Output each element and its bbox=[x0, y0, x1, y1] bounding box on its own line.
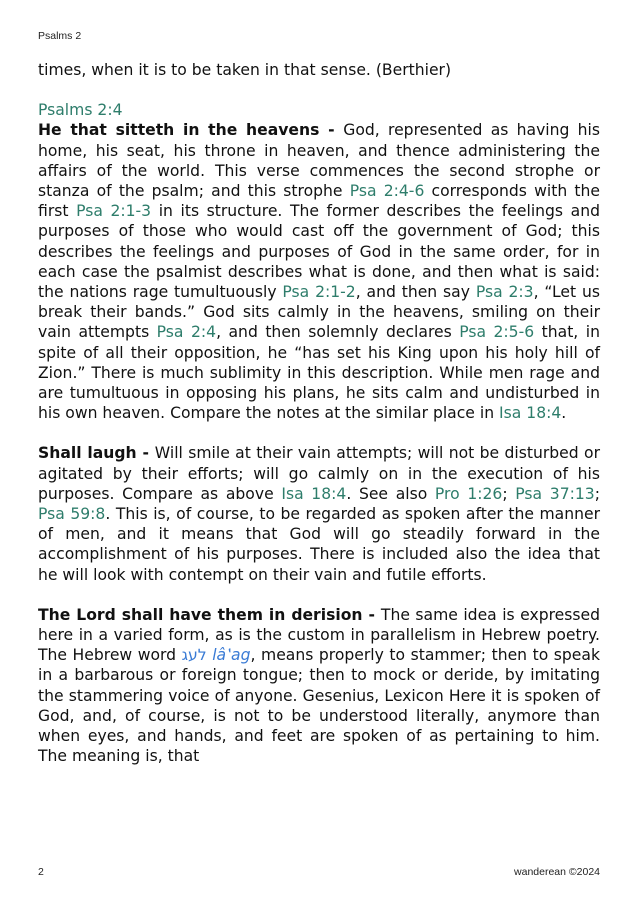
commentary-paragraph bbox=[38, 443, 600, 584]
paragraph-text: ; bbox=[502, 484, 516, 503]
copyright-notice: wanderean ©2024 bbox=[514, 866, 600, 878]
scripture-link[interactable]: Isa 18:4 bbox=[281, 484, 347, 503]
scripture-link[interactable]: Psa 2:5-6 bbox=[459, 323, 535, 342]
paragraph-text: corresponds with the first bbox=[38, 182, 600, 221]
scripture-link[interactable]: Psa 2:3 bbox=[475, 283, 534, 302]
scripture-link[interactable]: Psa 2:4-6 bbox=[349, 182, 425, 201]
lemma-heading: Shall laugh - bbox=[38, 444, 155, 463]
paragraph-text: , and then solemnly declares bbox=[216, 323, 460, 342]
verse-reference: Psalms 2:4 bbox=[38, 101, 123, 120]
continuation-paragraph bbox=[38, 60, 600, 80]
scripture-link[interactable]: Psa 59:8 bbox=[38, 505, 106, 524]
paragraph-text: , means properly to stammer; then to speak in a barbarous or foreign tongue; then to mock or deride, by imitating the stammering voice of anyone. Gesenius, Lexicon Here it is spoken of God, and, of course, is not to be understood literally, anymore than when eyes, and hands, and feet are spoken of as pertaining to him. The meaning is, that bbox=[38, 646, 600, 766]
transliteration: lâ‛ag bbox=[212, 646, 251, 665]
page-body bbox=[38, 60, 600, 767]
scripture-link[interactable]: Psa 37:13 bbox=[515, 484, 595, 503]
paragraph-text: Will smile at their vain attempts; will not be disturbed or agitated by their efforts; will go calmly on in the execution of his purposes. Compare as above bbox=[38, 444, 600, 503]
lemma-heading: He that sitteth in the heavens - bbox=[38, 121, 344, 140]
running-head: Psalms 2 bbox=[38, 30, 82, 42]
lemma-heading: The Lord shall have them in derision - bbox=[38, 605, 381, 624]
paragraph-text: , “Let us break their bands.” God sits calmly in the heavens, smiling on their vain attempts bbox=[38, 283, 600, 342]
scripture-link[interactable]: Pro 1:26 bbox=[434, 484, 503, 503]
paragraph-text: , and then say bbox=[355, 283, 476, 302]
paragraph-text: . See also bbox=[346, 484, 435, 503]
hebrew-word[interactable]: לעג bbox=[181, 646, 207, 665]
commentary-paragraph bbox=[38, 120, 600, 423]
page-number: 2 bbox=[38, 866, 44, 878]
verse-heading bbox=[38, 100, 600, 120]
paragraph-text: . This is, of course, to be regarded as spoken after the manner of men, and it means that God will go steadily forward in the accomplishment of his purposes. There is included also the idea that he will look with contempt on their vain and futile efforts. bbox=[38, 505, 600, 584]
paragraph-text: that, in spite of all their opposition, he “has set his King upon his holy hill of Zion.” There is much sublimity in this description. While men rage and are tumultuous in opposing his plans, he sits calm and undisturbed in his own heaven. Compare the notes at the similar place in bbox=[38, 323, 600, 423]
scripture-link[interactable]: Psa 2:1-2 bbox=[282, 283, 356, 302]
commentary-paragraph bbox=[38, 605, 600, 767]
paragraph-text: in its structure. The former describes the feelings and purposes of those who would cast off the government of God; this describes the feelings and purposes of God in the same order, for in each case the psalmist describes what is done, and then what is said: the nations rage tumultuously bbox=[38, 202, 600, 302]
paragraph-text: God, represented as having his home, his seat, his throne in heaven, and thence administering the affairs of the world. This verse commences the second strophe or stanza of the psalm; and this strophe bbox=[38, 121, 601, 201]
paragraph-text: . bbox=[561, 404, 567, 423]
paragraph-text: ; bbox=[594, 484, 600, 503]
paragraph-text: times, when it is to be taken in that sense. (Berthier) bbox=[38, 61, 452, 79]
scripture-link[interactable]: Psa 2:4 bbox=[156, 323, 217, 342]
scripture-link[interactable]: Isa 18:4 bbox=[499, 404, 562, 423]
scripture-link[interactable]: Psa 2:1-3 bbox=[76, 202, 152, 221]
paragraph-text: The same idea is expressed here in a varied form, as is the custom in parallelism in Hebrew poetry. The Hebrew word bbox=[38, 605, 600, 665]
